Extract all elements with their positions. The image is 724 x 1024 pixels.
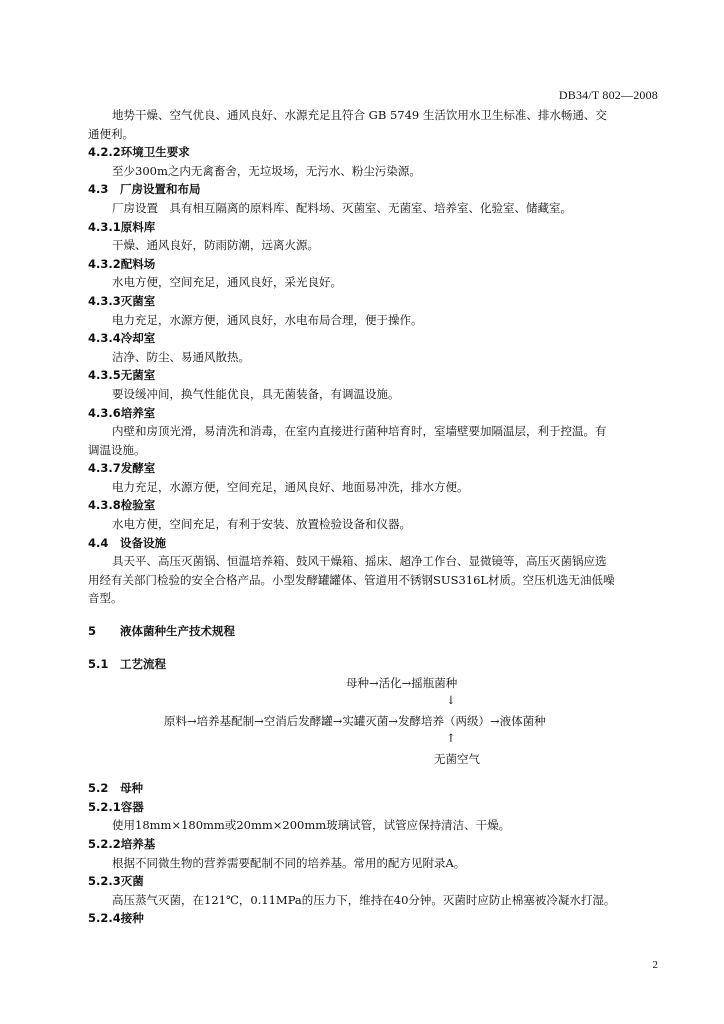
paragraph: 用经有关部门检验的安全合格产品。小型发酵罐罐体、管道用不锈钢SUS316L材质。空压机选无油低噪 (88, 572, 615, 587)
paragraph: 使用18mm×180mm或20mm×200mm玻璃试管，试管应保持清洁、干燥。 (112, 818, 511, 833)
paragraph: 根据不同微生物的营养需要配制不同的培养基。常用的配方见附录A。 (112, 855, 466, 870)
section-number: 5.2.3 (88, 874, 121, 889)
paragraph: 水电方便，空间充足，通风良好，采光良好。 (112, 275, 342, 290)
section-number: 5.2.4 (88, 911, 121, 926)
paragraph: 通便利。 (88, 126, 134, 141)
section-heading (88, 218, 658, 237)
section-heading (88, 459, 658, 478)
section-heading (88, 909, 658, 928)
section-title: 液体菌种生产技术规程 (120, 624, 235, 639)
section-number: 4.3.2 (88, 256, 121, 271)
document-code: DB34/T 802—2008 (558, 88, 658, 102)
section-title: 厂房设置和布局 (120, 182, 201, 197)
page-content (88, 106, 658, 928)
arrow-down-icon: ↓ (446, 693, 456, 708)
section-number: 4.3.3 (88, 293, 121, 308)
section-number: 4.3.6 (88, 405, 121, 420)
paragraph: 要设缓冲间，换气性能优良，具无菌装备，有调温设施。 (112, 386, 400, 401)
body-section-facilities (88, 106, 658, 673)
section-number: 4.3 (88, 182, 109, 197)
section-number: 5 (88, 624, 97, 639)
section-title: 发酵室 (120, 461, 156, 476)
section-title: 灭菌 (120, 874, 144, 889)
paragraph: 水电方便，空间充足，有利于安装、放置检验设备和仪器。 (112, 517, 411, 532)
page-number: 2 (652, 959, 658, 971)
paragraph: 厂房设置 具有相互隔离的原料库、配料场、灭菌室、无菌室、培养室、化验室、储藏室。 (112, 200, 572, 215)
flow-top-row: 母种→活化→摇瓶菌种 (346, 676, 458, 691)
paragraph: 至少300m之内无禽畜舍，无垃圾场，无污水、粉尘污染源。 (112, 163, 421, 178)
section-title: 检验室 (120, 498, 156, 513)
section-number: 5.2.2 (88, 837, 121, 851)
section-heading (88, 835, 658, 854)
paragraph: 具天平、高压灭菌锅、恒温培养箱、鼓风干燥箱、摇床、超净工作台、显微镜等，高压灭菌锅应选 (112, 554, 607, 569)
section-number: 5.2 (88, 781, 109, 796)
section-title: 母种 (120, 781, 143, 796)
section-title: 冷却室 (120, 331, 156, 346)
section-number: 4.3.1 (88, 219, 121, 234)
section-title: 配料场 (120, 256, 156, 271)
section-title: 无菌室 (120, 368, 156, 383)
section-heading (88, 872, 658, 891)
section-heading (88, 329, 658, 348)
section-number: 4.3.4 (88, 331, 121, 346)
section-title: 灭菌室 (120, 293, 156, 308)
paragraph: 高压蒸气灭菌，在121℃，0.11MPa的压力下，维持在40分钟。灭菌时应防止棉塞被冷凝水打湿。 (112, 892, 616, 907)
process-flow-diagram (88, 673, 658, 765)
section-number: 4.3.8 (88, 498, 121, 513)
paragraph: 内壁和房顶光滑，易清洗和消毒，在室内直接进行菌种培育时，室墙壁要加隔温层，利于控温。有 (112, 424, 607, 439)
flow-bottom-row: 无菌空气 (434, 752, 480, 767)
paragraph: 电力充足，水源方便，空间充足，通风良好、地面易冲洗，排水方便。 (112, 479, 469, 494)
section-heading (88, 496, 658, 515)
section-number: 4.4 (88, 535, 109, 550)
section-title: 工艺流程 (120, 656, 166, 671)
section-heading (88, 798, 658, 817)
section-heading (88, 404, 658, 423)
section-heading (88, 292, 658, 311)
paragraph: 洁净、防尘、易通风散热。 (112, 349, 250, 364)
paragraph: 干燥、通风良好，防雨防潮，远离火源。 (112, 238, 319, 253)
section-heading (88, 180, 658, 199)
section-title: 环境卫生要求 (120, 145, 190, 160)
paragraph: 地势干燥、空气优良、通风良好、水源充足且符合 GB 5749 生活饮用水卫生标准、排水畅通、交 (112, 108, 607, 122)
section-number: 5.1 (88, 656, 109, 671)
flow-main-row: 原料→培养基配制→空消后发酵罐→实罐灭菌→发酵培养（两级）→液体菌种 (164, 714, 546, 729)
section-heading (88, 143, 658, 162)
section-heading (88, 779, 658, 798)
section-heading (88, 366, 658, 385)
section-heading (88, 534, 658, 553)
body-section-mother-culture (88, 779, 658, 928)
section-title: 原料库 (120, 219, 156, 234)
section-heading (88, 622, 658, 641)
section-number: 4.3.7 (88, 461, 121, 476)
paragraph: 电力充足，水源方便，通风良好，水电布局合理，便于操作。 (112, 312, 423, 327)
section-title: 容器 (120, 799, 144, 814)
section-title: 培养基 (120, 837, 156, 851)
section-title: 培养室 (120, 405, 156, 420)
section-title: 设备设施 (120, 535, 166, 550)
paragraph: 音型。 (88, 591, 123, 606)
section-number: 5.2.1 (88, 799, 121, 814)
paragraph: 调温设施。 (88, 442, 146, 457)
section-number: 4.3.5 (88, 368, 121, 383)
section-title: 接种 (120, 911, 144, 926)
section-heading (88, 255, 658, 274)
arrow-up-icon: ↑ (446, 731, 456, 746)
section-number: 4.2.2 (88, 145, 121, 160)
section-heading (88, 655, 658, 674)
